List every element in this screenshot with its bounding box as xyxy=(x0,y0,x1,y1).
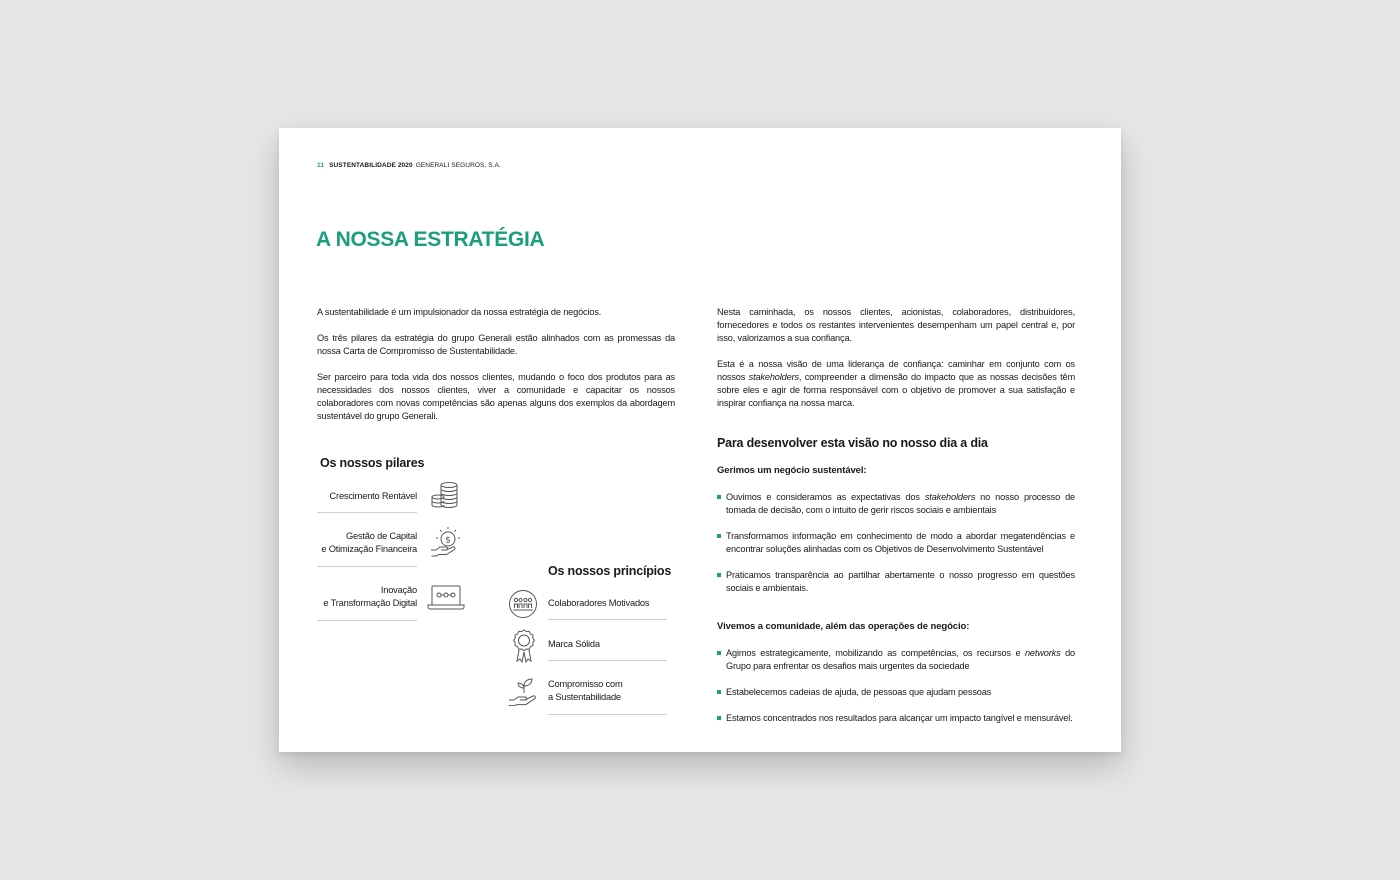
principle-item xyxy=(548,597,667,620)
pillar-label: Inovação xyxy=(380,585,417,595)
principle-label-line2: a Sustentabilidade xyxy=(548,692,621,702)
page-title: A NOSSA ESTRATÉGIA xyxy=(316,228,545,251)
pillar-item xyxy=(317,584,417,621)
principle-item xyxy=(548,638,667,661)
running-header xyxy=(317,162,501,169)
company-name: GENERALI SEGUROS, S.A. xyxy=(415,162,501,169)
business-subheading: Gerimos um negócio sustentável: xyxy=(717,465,867,476)
emphasis-text: stakeholders xyxy=(924,492,976,502)
text-fragment: Agimos estrategicamente, mobilizando as competências, os recursos e xyxy=(726,648,1025,658)
hand-dollar-coin-icon xyxy=(429,524,465,560)
intro-paragraph-2: Os três pilares da estratégia do grupo Generali estão alinhados com as promessas da nossa Carta de Compromisso de Sustentabilidade. xyxy=(317,333,675,356)
pillar-label: Crescimento Rentável xyxy=(329,491,417,501)
award-ribbon-icon xyxy=(511,628,537,664)
pillars-heading: Os nossos pilares xyxy=(320,456,425,470)
publication-name: SUSTENTABILIDADE 2020 xyxy=(329,162,413,169)
document-page xyxy=(279,128,1121,752)
text-fragment: Esta é a nossa visão de uma liderança de confiança: caminhar em conjunto com os nossos xyxy=(717,359,1075,382)
business-bullet-list xyxy=(717,491,1075,608)
text-fragment: , compreender a dimensão do impacto que as nossas decisões têm sobre eles e agir de forma responsável com o objetivo de promover a sua satisfação e inspirar confiança na nossa marca. xyxy=(717,372,1075,408)
list-item: Praticamos transparência ao partilhar abertamente o nosso progresso em questões sociais e ambientais. xyxy=(717,569,1075,595)
left-column xyxy=(317,306,675,436)
pillar-label-line2: e Transformação Digital xyxy=(323,598,417,608)
intro-paragraph-1: A sustentabilidade é um impulsionador da nossa estratégia de negócios. xyxy=(317,307,602,317)
pillar-label: Gestão de Capital xyxy=(345,531,417,541)
list-item xyxy=(717,491,1075,517)
right-paragraph-1: Nesta caminhada, os nossos clientes, acionistas, colaboradores, distribuidores, fornecedores e todos os restantes intervenientes desempenham um papel central e, por isso, valorizamos a sua confiança. xyxy=(717,307,1075,343)
people-group-icon xyxy=(508,589,538,619)
svg-text:$: $ xyxy=(445,535,451,546)
list-item: Estabelecemos cadeias de ajuda, de pessoas que ajudam pessoas xyxy=(717,686,1075,699)
emphasis-text: networks xyxy=(1024,648,1061,658)
principles-heading: Os nossos princípios xyxy=(548,564,672,578)
list-item xyxy=(717,647,1075,673)
right-column xyxy=(717,306,1075,423)
hand-plant-icon xyxy=(508,676,540,706)
principle-label: Marca Sólida xyxy=(548,639,600,649)
right-paragraph-2 xyxy=(717,358,1075,410)
pillar-label-line2: e Otimização Financeira xyxy=(321,544,417,554)
principle-label: Compromisso com xyxy=(548,679,623,689)
text-fragment: Ouvimos e consideramos as expectativas dos xyxy=(726,492,925,502)
list-item: Transformamos informação em conhecimento de modo a abordar megatendências e encontrar soluções alinhadas com os Objetivos de Desenvolvimento Sustentável xyxy=(717,530,1075,556)
vision-heading: Para desenvolver esta visão no nosso dia a dia xyxy=(717,436,988,450)
principle-item xyxy=(548,678,667,715)
laptop-icon xyxy=(427,584,465,612)
pillar-item xyxy=(317,530,417,567)
list-item: Estamos concentrados nos resultados para alcançar um impacto tangível e mensurável. xyxy=(717,712,1075,725)
community-subheading: Vivemos a comunidade, além das operações de negócio: xyxy=(717,621,970,632)
emphasis-text: stakeholders xyxy=(748,372,799,382)
community-bullet-list xyxy=(717,647,1075,738)
text-fragment: do Grupo para enfrentar os desafios mais urgentes da sociedade xyxy=(726,648,1076,671)
text-fragment: no nosso processo de tomada de decisão, com o intuito de gerir riscos sociais e ambientais xyxy=(726,492,1075,515)
page-number: 11 xyxy=(317,162,325,169)
coins-stack-icon xyxy=(429,480,463,512)
pillar-item xyxy=(317,490,417,513)
intro-paragraph-3: Ser parceiro para toda vida dos nossos clientes, mudando o foco dos produtos para as necessidades dos nossos clientes, viver a comunidade e capacitar os nossos colaboradores com novas competências são apenas alguns dos exemplos da abordagem sustentável do grupo Generali. xyxy=(317,372,675,421)
principle-label: Colaboradores Motivados xyxy=(548,598,650,608)
